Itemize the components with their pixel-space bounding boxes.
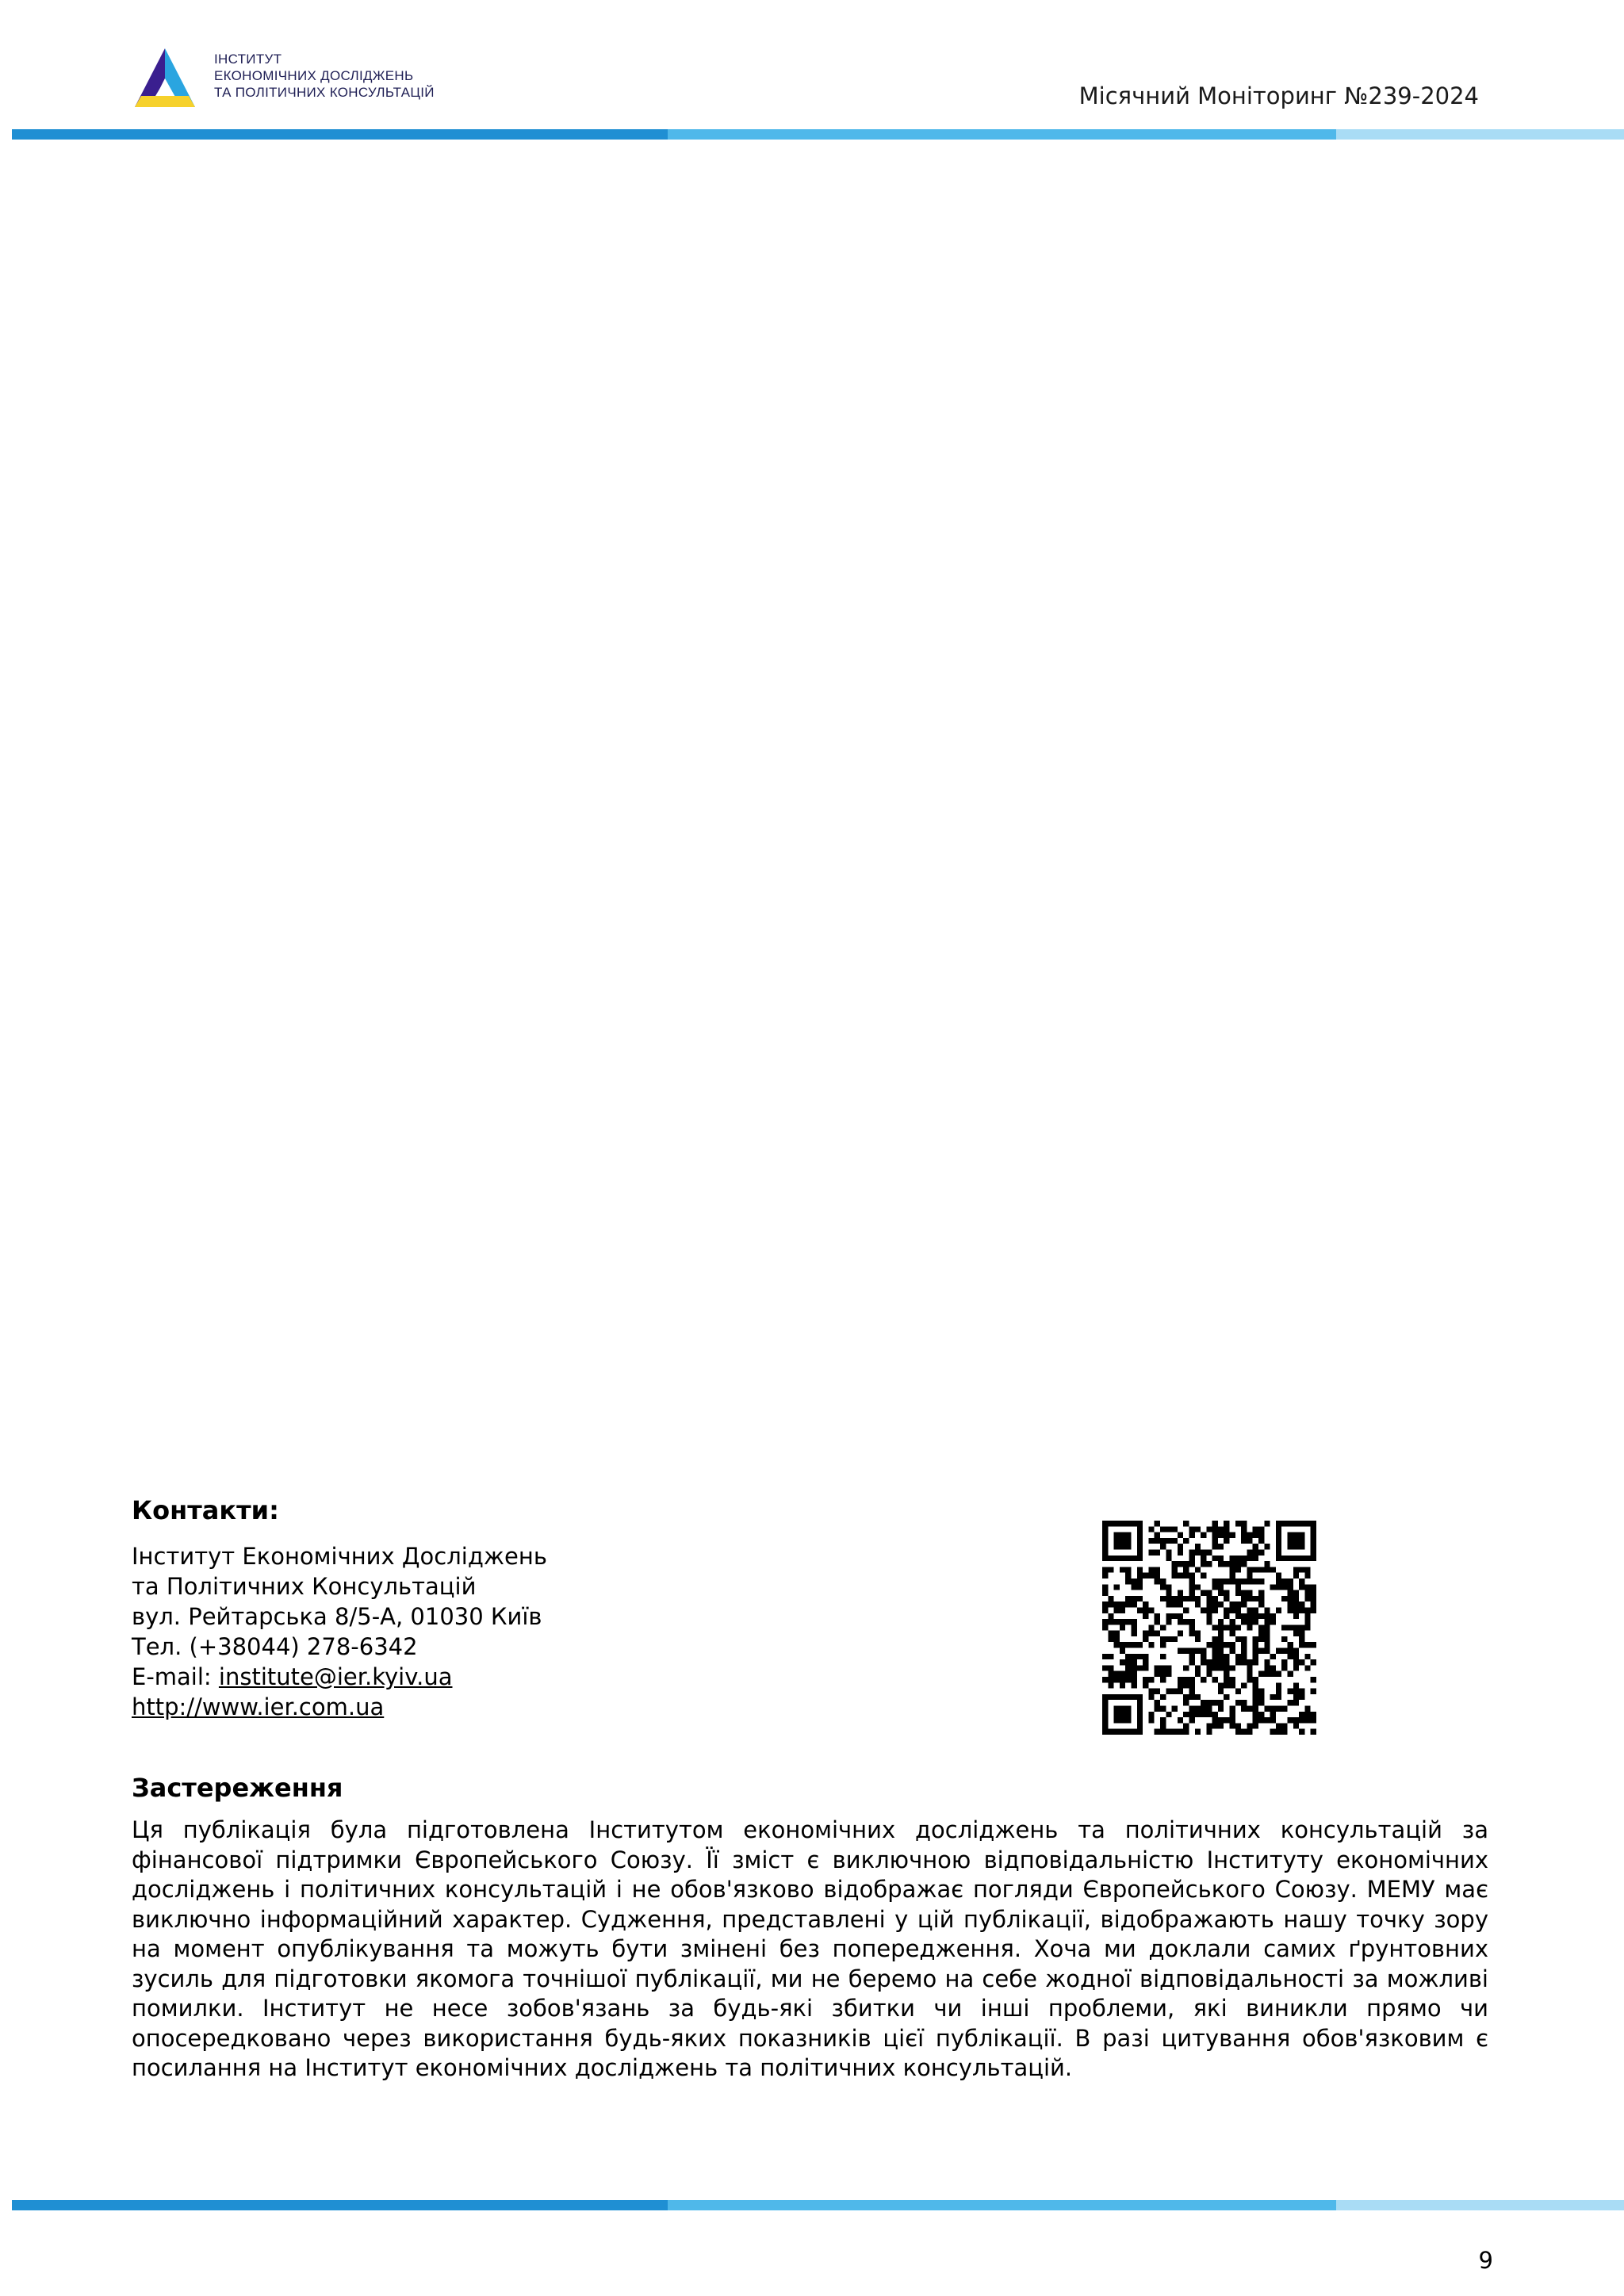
qr-code [1102,1521,1316,1735]
disclaimer-heading: Застереження [132,1773,343,1803]
bar-segment [12,2200,668,2210]
footer-color-bar [12,2200,1624,2210]
publication-title: Місячний Моніторинг №239-2024 [1078,82,1479,109]
email-row [132,1662,547,1692]
website-link[interactable]: http://www.ier.com.ua [132,1693,385,1720]
header-color-bar [12,129,1624,140]
logo-line: ЕКОНОМІЧНИХ ДОСЛІДЖЕНЬ [214,68,414,83]
phone: Тел. (+38044) 278-6342 [132,1633,418,1660]
bar-segment [668,129,1336,140]
page-number: 9 [1478,2247,1493,2274]
email-label: E-mail: [132,1663,219,1690]
bar-segment [668,2200,1336,2210]
contacts-heading: Контакти: [132,1495,279,1525]
institute-logo [132,47,198,109]
email-link[interactable]: institute@ier.kyiv.ua [218,1663,453,1690]
org-name-line: та Політичних Консультацій [132,1573,477,1600]
bar-segment [1336,129,1624,140]
bar-segment [12,129,668,140]
logo-line: ТА ПОЛІТИЧНИХ КОНСУЛЬТАЦІЙ [214,85,435,100]
bar-segment [1336,2200,1624,2210]
org-name-line: Інститут Економічних Досліджень [132,1543,547,1570]
disclaimer-text: Ця публікація була підготовлена Інститутом економічних досліджень та політичних консультацій за фінансової підтримки Європейського Союзу. Її зміст є виключною відповідальністю Інституту економічних досліджень і політичних консультацій і не обов'язково відображає погляди Європейського Союзу. МЕМУ має виключно інформаційний характер. Судження, представлені у цій публікації, відображають нашу точку зору на момент опублікування та можуть бути змінені без попередження. Хоча ми доклали самих ґрунтовних зусиль для підготовки якомога точнішої публікації, ми не беремо на себе жодної відповідальності за можливі помилки. Інститут не несе зобов'язань за будь-які збитки чи інші проблеми, які виникли прямо чи опосередковано через використання будь-яких показників цієї публікації. В разі цитування обов'язковим є посилання на Інститут економічних досліджень та політичних консультацій. [132,1816,1488,2081]
address: вул. Рейтарська 8/5-А, 01030 Київ [132,1603,542,1630]
contacts-block [132,1541,547,1722]
logo-line: ІНСТИТУТ [214,52,282,67]
logo-wordmark [214,51,435,101]
